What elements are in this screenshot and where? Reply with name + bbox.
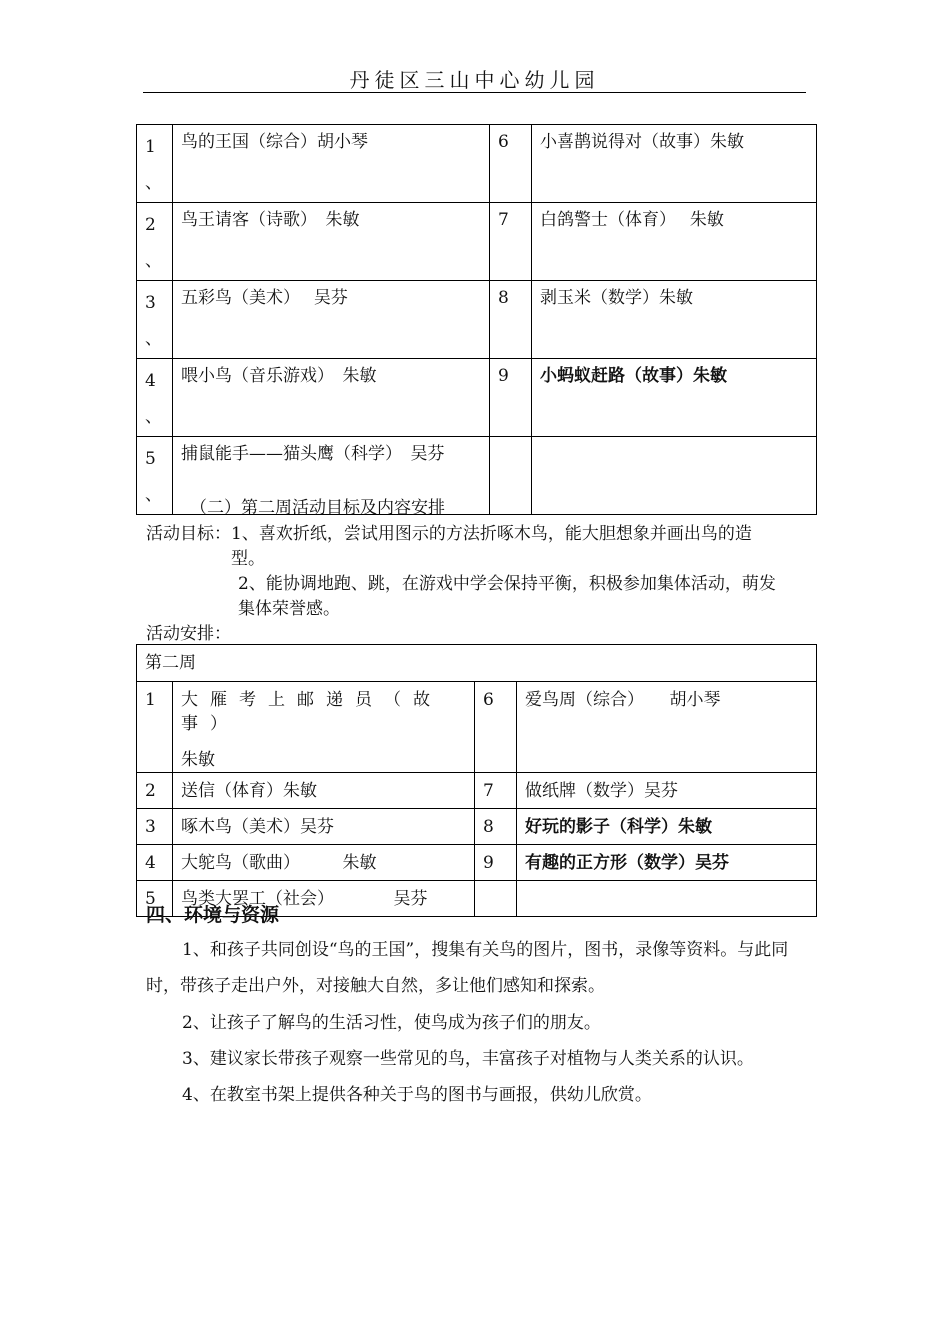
- table-row: [137, 203, 817, 281]
- table-row: [137, 845, 817, 881]
- table-row: [137, 281, 817, 359]
- activity-cell: 大鸵鸟（歌曲） 朱敏: [173, 845, 475, 881]
- row-number: 2: [137, 773, 173, 809]
- row-number: 4: [137, 845, 173, 881]
- row-number: 6: [475, 682, 517, 773]
- activity-cell: [173, 682, 475, 773]
- paragraph: 1、和孩子共同创设“鸟的王国”，搜集有关鸟的图片，图书，录像等资料。与此同时，带孩子走出户外，对接触大自然，多让他们感知和探索。: [146, 940, 789, 996]
- activity-cell: [532, 437, 817, 515]
- activity-cell: 白鸽警士（体育） 朱敏: [532, 203, 817, 281]
- goal2-line2: 集体荣誉感。: [238, 599, 340, 619]
- row-number: 8: [490, 281, 532, 359]
- table-row: [137, 682, 817, 773]
- activity-cell: 好玩的影子（科学）朱敏: [517, 809, 817, 845]
- activity-cell: 送信（体育）朱敏: [173, 773, 475, 809]
- paragraph: 2、让孩子了解鸟的生活习性，使鸟成为孩子们的朋友。: [182, 1013, 601, 1033]
- activity-cell: 小蚂蚁赶路（故事）朱敏: [532, 359, 817, 437]
- section-title: 四、环境与资源: [146, 904, 280, 926]
- row-number: 5: [137, 881, 173, 917]
- row-number: 7: [475, 773, 517, 809]
- activity-cell: 鸟王请客（诗歌） 朱敏: [173, 203, 490, 281]
- activity-cell: 做纸牌（数学）吴芬: [517, 773, 817, 809]
- arrange-label: 活动安排：: [146, 624, 231, 644]
- activity-cell: 喂小鸟（音乐游戏） 朱敏: [173, 359, 490, 437]
- activity-cell: 鸟的王国（综合）胡小琴: [173, 125, 490, 203]
- activity-cell: 鸟类大罢工（社会） 吴芬: [173, 881, 475, 917]
- goals-label: 活动目标：: [146, 524, 231, 544]
- row-number: 1 、: [137, 125, 173, 203]
- activity-text: 大雁考上邮递员（故事）: [181, 690, 442, 734]
- table-row: [137, 359, 817, 437]
- week1-activity-table: [136, 124, 817, 515]
- table-row: [137, 125, 817, 203]
- row-number: [475, 881, 517, 917]
- row-number: 9: [490, 359, 532, 437]
- activity-cell: 啄木鸟（美术）吴芬: [173, 809, 475, 845]
- row-number: 3 、: [137, 281, 173, 359]
- paragraph: 3、建议家长带孩子观察一些常见的鸟，丰富孩子对植物与人类关系的认识。: [182, 1049, 754, 1069]
- page-header-title: 丹徒区三山中心幼儿园: [143, 64, 806, 93]
- activity-cell: 小喜鹊说得对（故事）朱敏: [532, 125, 817, 203]
- table-title: 第二周: [137, 645, 817, 682]
- row-number: 6: [490, 125, 532, 203]
- week2-heading: （二）第二周活动目标及内容安排: [190, 498, 445, 518]
- row-number: 9: [475, 845, 517, 881]
- row-number: 3: [137, 809, 173, 845]
- row-number: 2 、: [137, 203, 173, 281]
- table-row: [137, 809, 817, 845]
- row-number: 7: [490, 203, 532, 281]
- row-number: 1: [137, 682, 173, 773]
- activity-cell: 爱鸟周（综合） 胡小琴: [517, 682, 817, 773]
- row-number: 8: [475, 809, 517, 845]
- activity-cell: 有趣的正方形（数学）吴芬: [517, 845, 817, 881]
- activity-cell: 捕鼠能手——猫头鹰（科学） 吴芬: [173, 437, 490, 515]
- row-number: [490, 437, 532, 515]
- week2-activity-table: [136, 644, 817, 917]
- goal1-line1: 1、喜欢折纸，尝试用图示的方法折啄木鸟，能大胆想象并画出鸟的造: [231, 524, 752, 544]
- activity-cell: 五彩鸟（美术） 吴芬: [173, 281, 490, 359]
- activity-cell: 剥玉米（数学）朱敏: [532, 281, 817, 359]
- table-title-row: [137, 645, 817, 682]
- goal1-line2: 型。: [231, 549, 265, 569]
- row-number: 4 、: [137, 359, 173, 437]
- activity-teacher: 朱敏: [181, 750, 215, 770]
- table-row: [137, 773, 817, 809]
- goal2-line1: 2、能协调地跑、跳，在游戏中学会保持平衡，积极参加集体活动，萌发: [238, 574, 776, 594]
- paragraph: 4、在教室书架上提供各种关于鸟的图书与画报，供幼儿欣赏。: [182, 1085, 652, 1105]
- row-number: 5 、: [137, 437, 173, 515]
- activity-cell: [517, 881, 817, 917]
